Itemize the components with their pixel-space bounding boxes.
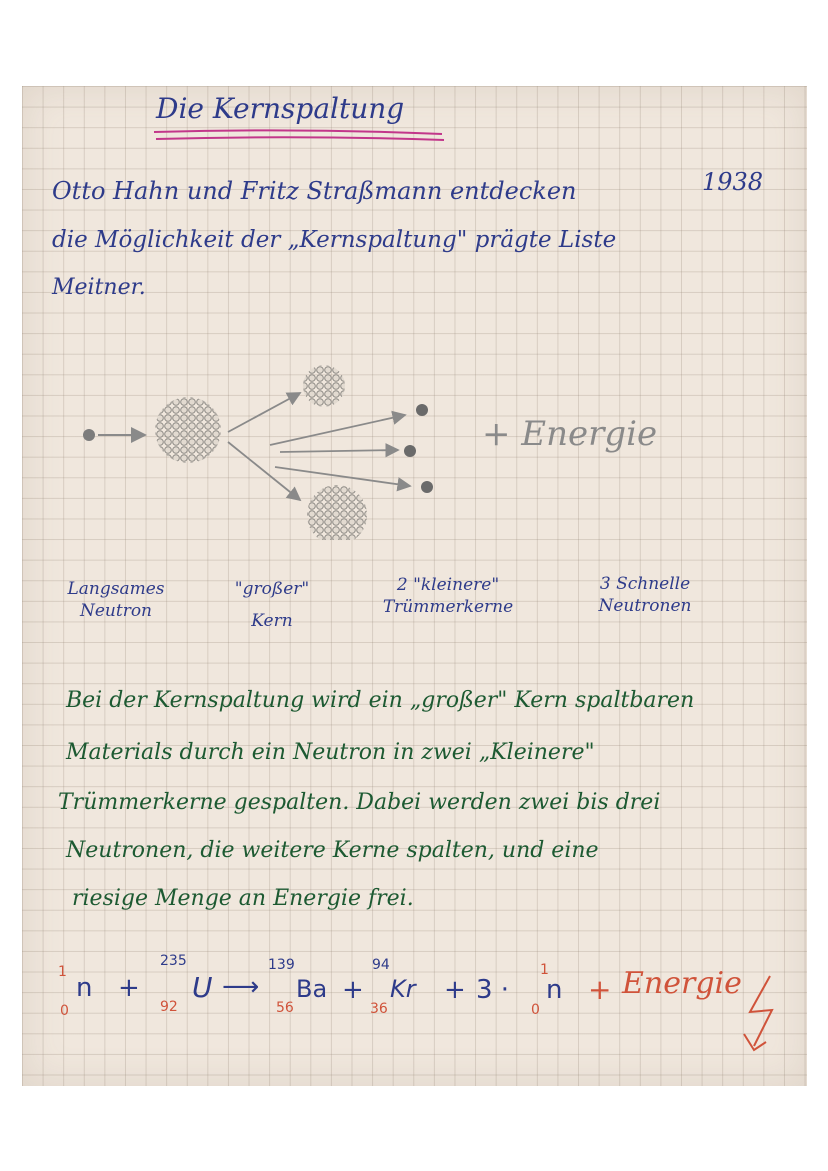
barium-mass-number: 139 <box>268 957 295 973</box>
plus-sign: + <box>118 973 140 1003</box>
summary-line-2: Materials durch ein Neutron in zwei „Kleinere" <box>66 740 595 765</box>
neutron-mass-number: 1 <box>58 964 67 980</box>
summary-line-4: Neutronen, die weitere Kerne spalten, und eine <box>66 838 599 863</box>
intro-line-3: Meitner. <box>52 275 146 300</box>
plus-sign: + <box>444 975 466 1005</box>
summary-line-1: Bei der Kernspaltung wird ein „großer" Kern spaltbaren <box>66 688 695 713</box>
uranium-charge-number: 92 <box>160 999 178 1015</box>
plus-sign: + <box>588 973 612 1006</box>
intro-year: 1938 <box>702 168 764 196</box>
label-fast-neutrons: 3 Schnelle Neutronen <box>598 574 692 616</box>
neutron-charge-number: 0 <box>60 1003 69 1019</box>
neutron-mass-number: 1 <box>540 962 549 978</box>
energy-term: Energie <box>622 966 742 1001</box>
lightning-icon <box>736 972 786 1062</box>
neutron-symbol: n <box>76 973 93 1003</box>
neutron-charge-number: 0 <box>531 1002 540 1018</box>
summary-line-3: Trümmerkerne gespalten. Dabei werden zwei bis drei <box>58 790 661 815</box>
energy-label: + Energie <box>482 414 658 454</box>
neutron-symbol: n <box>546 975 563 1005</box>
intro-line-2: die Möglichkeit der „Kernspaltung" prägte Liste <box>52 227 617 253</box>
label-big-nucleus: "großer" Kern <box>234 579 310 631</box>
page-title: Die Kernspaltung <box>156 92 405 125</box>
summary-line-5: riesige Menge an Energie frei. <box>72 886 414 911</box>
label-slow-neutron: Langsames Neutron <box>67 579 165 621</box>
uranium-mass-number: 235 <box>160 953 187 969</box>
label-fragment-nuclei: 2 "kleinere" Trümmerkerne <box>382 575 514 617</box>
barium-symbol: Ba <box>296 975 328 1003</box>
plus-sign: + <box>342 975 364 1005</box>
barium-charge-number: 56 <box>276 1000 294 1016</box>
uranium-symbol: U <box>192 971 213 1004</box>
krypton-mass-number: 94 <box>372 957 390 973</box>
krypton-symbol: Kr <box>390 975 416 1003</box>
coefficient: 3 · <box>476 975 510 1005</box>
krypton-charge-number: 36 <box>370 1001 388 1017</box>
intro-line-1: Otto Hahn und Fritz Straßmann entdecken <box>52 177 577 205</box>
reaction-arrow: ⟶ <box>222 972 260 1002</box>
